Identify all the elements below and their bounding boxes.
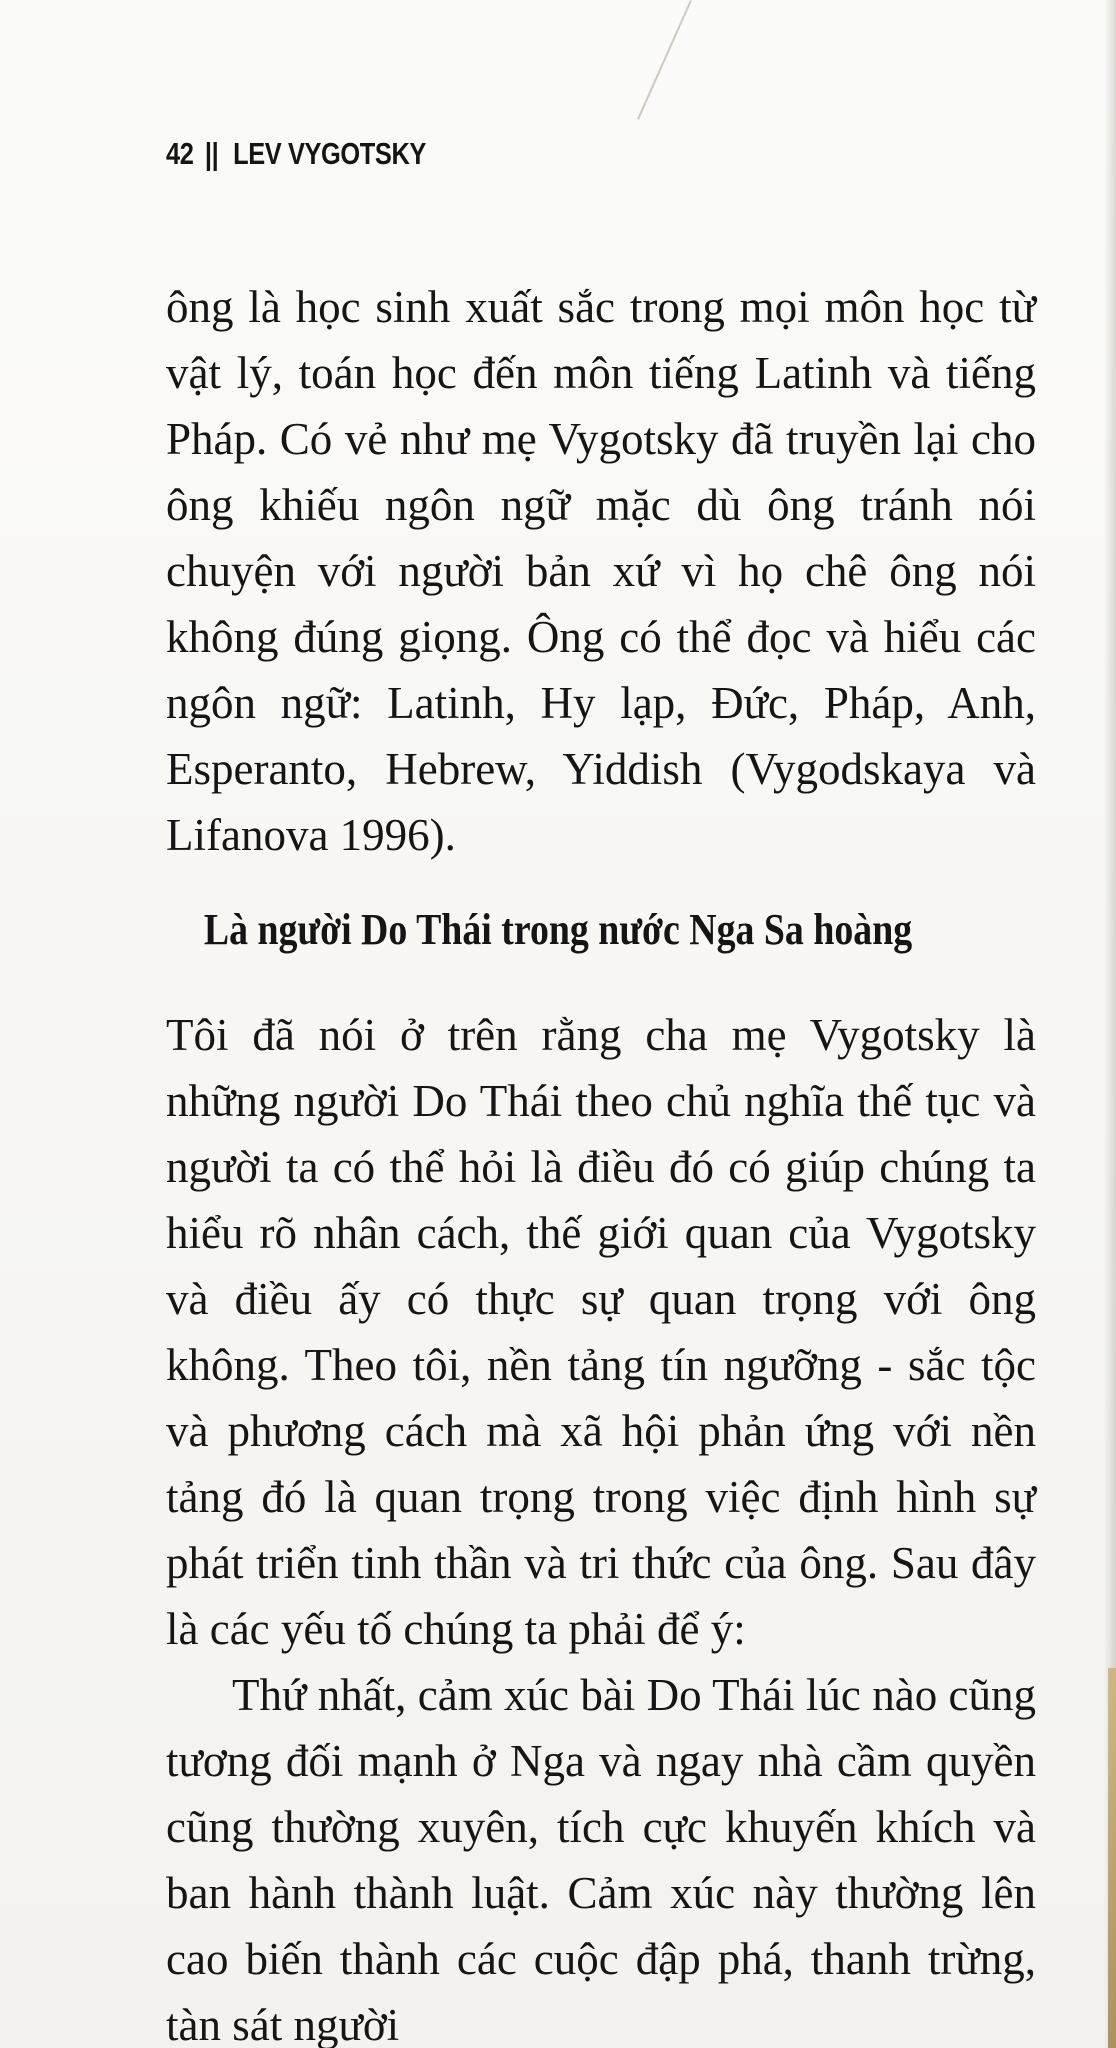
paper-crease bbox=[637, 0, 692, 120]
running-head-separator: || bbox=[204, 136, 219, 171]
body-text-section-2 bbox=[166, 1002, 1036, 2048]
paragraph: ông là học sinh xuất sắc trong mọi môn học từ vật lý, toán học đến môn tiếng Latinh và tiếng Pháp. Có vẻ như mẹ Vygotsky đã truyền lại cho ông khiếu ngôn ngữ mặc dù ông tránh nói chuyện với người bản xứ vì họ chê ông nói không đúng giọng. Ông có thể đọc và hiểu các ngôn ngữ: Latinh, Hy lạp, Đức, Pháp, Anh, Esperanto, Hebrew, Yiddish (Vygodskaya và Lifanova 1996). bbox=[166, 282, 1036, 860]
book-edge-strip bbox=[1108, 1668, 1116, 2048]
body-text-section-1 bbox=[166, 274, 1036, 868]
paragraph: Thứ nhất, cảm xúc bài Do Thái lúc nào cũng tương đối mạnh ở Nga và ngay nhà cầm quyền cũng thường xuyên, tích cực khuyến khích và ban hành thành luật. Cảm xúc này thường lên cao biến thành các cuộc đập phá, thanh trừng, tàn sát người bbox=[166, 1670, 1036, 2048]
paragraph: Tôi đã nói ở trên rằng cha mẹ Vygotsky là những người Do Thái theo chủ nghĩa thế tục và người ta có thể hỏi là điều đó có giúp chúng ta hiểu rõ nhân cách, thế giới quan của Vygotsky và điều ấy có thực sự quan trọng với ông không. Theo tôi, nền tảng tín ngưỡng - sắc tộc và phương cách mà xã hội phản ứng với nền tảng đó là quan trọng trong việc định hình sự phát triển tinh thần và tri thức của ông. Sau đây là các yếu tố chúng ta phải để ý: bbox=[166, 1010, 1036, 1654]
running-head-title: LEV VYGOTSKY bbox=[233, 136, 426, 171]
running-head bbox=[166, 128, 426, 180]
page-number: 42 bbox=[166, 136, 194, 171]
section-heading: Là người Do Thái trong nước Nga Sa hoàng bbox=[203, 905, 913, 954]
